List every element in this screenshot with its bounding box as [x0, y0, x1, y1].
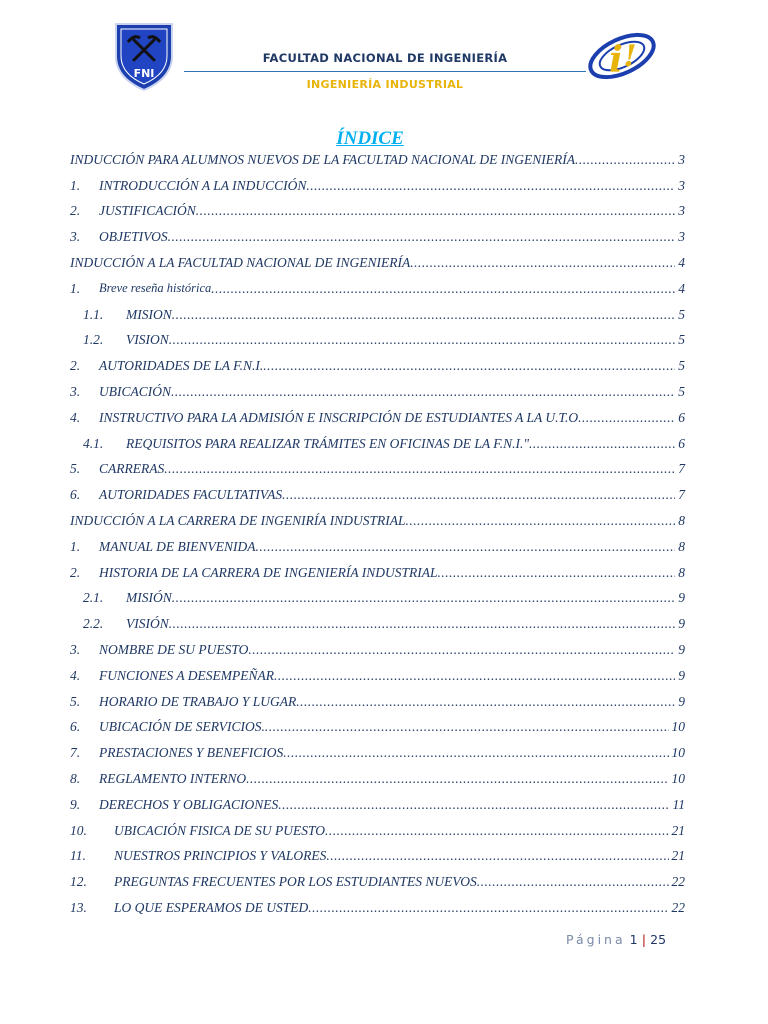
- toc-entry[interactable]: [70, 302, 685, 328]
- toc-entry-number: 7.: [70, 745, 81, 761]
- toc-entry-title: PRESTACIONES Y BENEFICIOS: [99, 745, 284, 761]
- toc-leader-dots: [172, 308, 676, 328]
- toc-entry[interactable]: [70, 663, 685, 689]
- svg-text:i: i: [609, 39, 623, 81]
- toc-title: ÍNDICE: [336, 128, 404, 149]
- toc-leader-dots: [406, 514, 676, 534]
- toc-entry-title: INDUCCIÓN A LA FACULTAD NACIONAL DE INGENIERÍA: [70, 255, 411, 271]
- toc-entry-title: MISIÓN: [126, 590, 172, 606]
- toc-entry-title: FUNCIONES A DESEMPEÑAR: [99, 667, 274, 683]
- toc-entry-title: CARRERAS: [99, 461, 165, 477]
- toc-leader-dots: [296, 695, 675, 715]
- toc-entry-title: LO QUE ESPERAMOS DE USTED: [114, 900, 309, 915]
- footer-separator: |: [641, 932, 647, 947]
- toc-entry-number: 1.: [70, 177, 81, 193]
- toc-entry-page: 10: [671, 719, 685, 735]
- toc-entry[interactable]: [70, 611, 685, 637]
- toc-entry-title: NOMBRE DE SU PUESTO: [99, 642, 249, 658]
- toc-entry-number: 1.1.: [83, 306, 104, 322]
- page-footer: [566, 932, 666, 947]
- toc-leader-dots: [172, 591, 676, 611]
- toc-entry-title: PREGUNTAS FRECUENTES POR LOS ESTUDIANTES NUEVOS: [114, 874, 477, 890]
- svg-text:!: !: [623, 39, 637, 74]
- industrial-engineering-logo: [584, 26, 660, 86]
- page-label: Página: [566, 932, 626, 947]
- toc-entry[interactable]: [70, 353, 685, 379]
- toc-entry-title: AUTORIDADES FACULTATIVAS: [99, 487, 283, 503]
- toc-entry-number: 3.: [70, 384, 81, 400]
- toc-entry-number: 5.: [70, 693, 81, 709]
- toc-entry-number: 6.: [70, 719, 81, 735]
- toc-entry-title: INTRODUCCIÓN A LA INDUCCIÓN: [99, 177, 307, 193]
- page-header: [0, 0, 768, 110]
- toc-entry[interactable]: [70, 508, 685, 534]
- toc-entry[interactable]: [70, 250, 685, 276]
- toc-leader-dots: [171, 385, 675, 405]
- toc-leader-dots: [325, 824, 669, 844]
- toc-entry-page: 5: [678, 384, 685, 400]
- toc-entry-title: DERECHOS Y OBLIGACIONES: [99, 796, 279, 812]
- toc-entry-number: 2.1.: [83, 590, 104, 606]
- toc-leader-dots: [410, 256, 675, 276]
- toc-entry-title: HISTORIA DE LA CARRERA DE INGENIERÍA INDUSTRIAL: [99, 564, 438, 580]
- toc-entry[interactable]: [70, 405, 685, 431]
- toc-entry-title: Breve reseña histórica: [99, 281, 212, 296]
- toc-entry[interactable]: [70, 560, 685, 586]
- toc-entry[interactable]: [70, 869, 685, 895]
- toc-leader-dots: [265, 720, 669, 740]
- toc-entry-title: VISIÓN: [126, 616, 169, 632]
- toc-entry-number: 9.: [70, 796, 81, 812]
- toc-entry-number: 11.: [70, 848, 86, 864]
- toc-leader-dots: [274, 669, 675, 689]
- toc-entry-page: 9: [678, 667, 685, 683]
- toc-entry-page: 4: [678, 280, 685, 296]
- toc-entry-title: JUSTIFICACIÓN: [99, 203, 196, 219]
- toc-entry-page: 5: [678, 332, 685, 348]
- toc-entry[interactable]: [70, 431, 685, 457]
- toc-entry-number: 13.: [70, 900, 87, 915]
- toc-entry-page: 3: [678, 177, 685, 193]
- toc-entry-page: 6: [678, 435, 685, 451]
- toc-entry-page: 5: [678, 358, 685, 374]
- toc-entry[interactable]: [70, 637, 685, 663]
- toc-leader-dots: [477, 875, 669, 895]
- toc-entry[interactable]: [70, 740, 685, 766]
- toc-leader-dots: [326, 849, 668, 869]
- toc-entry-page: 7: [678, 487, 685, 503]
- toc-entry-page: 9: [678, 642, 685, 658]
- toc-entry-page: 9: [678, 590, 685, 606]
- toc-entry-number: 4.: [70, 409, 81, 425]
- toc-entry-title: INDUCCIÓN PARA ALUMNOS NUEVOS DE LA FACULTAD NACIONAL DE INGENIERÍA: [70, 151, 575, 167]
- toc-leader-dots: [306, 179, 675, 199]
- toc-entry-number: 2.2.: [83, 616, 104, 632]
- toc-leader-dots: [575, 153, 675, 173]
- toc-entry-number: 10.: [70, 822, 87, 838]
- toc-entry-title: OBJETIVOS: [99, 229, 168, 245]
- toc-entry[interactable]: [70, 379, 685, 405]
- toc-entry-title: VISION: [126, 332, 169, 348]
- toc-entry[interactable]: [70, 844, 685, 870]
- toc-entry-page: 6: [678, 409, 685, 425]
- toc-entry-title: UBICACIÓN FISICA DE SU PUESTO: [114, 822, 325, 838]
- toc-leader-dots: [164, 462, 675, 482]
- toc-entry-page: 5: [678, 306, 685, 322]
- toc-entry-title: REQUISITOS PARA REALIZAR TRÁMITES EN OFICINAS DE LA F.N.I.": [126, 435, 530, 451]
- toc-entry-title: MISION: [126, 306, 172, 322]
- toc-leader-dots: [578, 411, 675, 431]
- toc-leader-dots: [437, 566, 675, 586]
- toc-entry[interactable]: [70, 792, 685, 818]
- toc-entry-page: 7: [678, 461, 685, 477]
- toc-entry-number: 6.: [70, 487, 81, 503]
- toc-entry[interactable]: [70, 199, 685, 225]
- toc-leader-dots: [168, 230, 676, 250]
- toc-leader-dots: [278, 798, 669, 818]
- toc-entry-title: INDUCCIÓN A LA CARRERA DE INGENIRÍA INDUSTRIAL: [70, 513, 406, 529]
- toc-entry[interactable]: [70, 276, 685, 302]
- toc-entry-number: 5.: [70, 461, 81, 477]
- toc-entry-title: HORARIO DE TRABAJO Y LUGAR: [99, 693, 297, 709]
- toc-leader-dots: [169, 333, 676, 353]
- toc-leader-dots: [196, 204, 676, 224]
- toc-entry-page: 9: [678, 693, 685, 709]
- toc-entry-number: 1.: [70, 280, 81, 296]
- toc-entry-number: 2.: [70, 564, 81, 580]
- current-page-number: 1: [629, 932, 638, 947]
- toc-entry[interactable]: [70, 224, 685, 250]
- toc-entry-number: 4.: [70, 667, 81, 683]
- toc-leader-dots: [529, 437, 675, 457]
- toc-entry-page: 3: [678, 151, 685, 167]
- toc-leader-dots: [308, 901, 668, 921]
- toc-entry-number: 3.: [70, 642, 81, 658]
- toc-entry[interactable]: [70, 534, 685, 560]
- toc-entry[interactable]: [70, 895, 685, 921]
- toc-entry-page: 8: [678, 513, 685, 529]
- toc-entry-page: 3: [678, 203, 685, 219]
- toc-entry-page: 11: [672, 796, 685, 812]
- toc-entry-number: 2.: [70, 203, 81, 219]
- total-pages: 25: [650, 932, 667, 947]
- toc-entry[interactable]: [70, 715, 685, 741]
- toc-entry[interactable]: [70, 818, 685, 844]
- toc-entry-number: 2.: [70, 358, 81, 374]
- toc-entry[interactable]: [70, 689, 685, 715]
- toc-entry-title: NUESTROS PRINCIPIOS Y VALORES: [114, 848, 327, 864]
- toc-entry-title: MANUAL DE BIENVENIDA: [99, 538, 256, 554]
- table-of-contents: [70, 147, 685, 921]
- toc-leader-dots: [211, 282, 675, 302]
- toc-entry[interactable]: [70, 586, 685, 612]
- toc-entry-page: 10: [671, 745, 685, 761]
- toc-entry-number: 4.1.: [83, 435, 104, 451]
- fni-shield-logo: [112, 20, 176, 92]
- toc-leader-dots: [282, 488, 675, 508]
- toc-leader-dots: [248, 643, 675, 663]
- toc-entry-title: INSTRUCTIVO PARA LA ADMISIÓN E INSCRIPCIÓN DE ESTUDIANTES A LA U.T.O: [99, 409, 579, 425]
- toc-leader-dots: [283, 746, 668, 766]
- toc-entry-page: 21: [671, 848, 685, 864]
- toc-entry-number: 1.2.: [83, 332, 104, 348]
- header-subtitle: INGENIERÍA INDUSTRIAL: [306, 78, 464, 91]
- toc-leader-dots: [246, 772, 668, 792]
- toc-entry[interactable]: [70, 328, 685, 354]
- toc-entry-page: 10: [671, 771, 685, 787]
- header-divider: [184, 71, 586, 72]
- toc-entry-number: 12.: [70, 874, 87, 890]
- toc-entry-title: UBICACIÓN: [99, 384, 171, 400]
- toc-entry-title: UBICACIÓN DE SERVICIOS.: [99, 719, 265, 735]
- toc-entry-page: 9: [678, 616, 685, 632]
- toc-entry-number: 8.: [70, 771, 81, 787]
- svg-text:FNI: FNI: [133, 67, 155, 80]
- toc-entry-page: 8: [678, 538, 685, 554]
- toc-entry-number: 1.: [70, 538, 81, 554]
- toc-entry-number: 3.: [70, 229, 81, 245]
- toc-entry[interactable]: [70, 173, 685, 199]
- toc-entry[interactable]: [70, 766, 685, 792]
- toc-entry-title: REGLAMENTO INTERNO: [99, 771, 247, 787]
- toc-entry[interactable]: [70, 147, 685, 173]
- toc-entry-page: 22: [671, 874, 685, 890]
- toc-entry-page: 3: [678, 229, 685, 245]
- toc-entry-title: AUTORIDADES DE LA F.N.I.: [99, 358, 264, 374]
- toc-leader-dots: [169, 617, 676, 637]
- toc-leader-dots: [263, 359, 675, 379]
- toc-entry[interactable]: [70, 457, 685, 483]
- toc-entry-page: 21: [671, 822, 685, 838]
- toc-entry-page: 22: [671, 900, 685, 915]
- toc-entry-page: 4: [678, 255, 685, 271]
- header-title: FACULTAD NACIONAL DE INGENIERÍA: [262, 51, 508, 65]
- toc-entry-page: 8: [678, 564, 685, 580]
- toc-entry[interactable]: [70, 482, 685, 508]
- toc-leader-dots: [255, 540, 675, 560]
